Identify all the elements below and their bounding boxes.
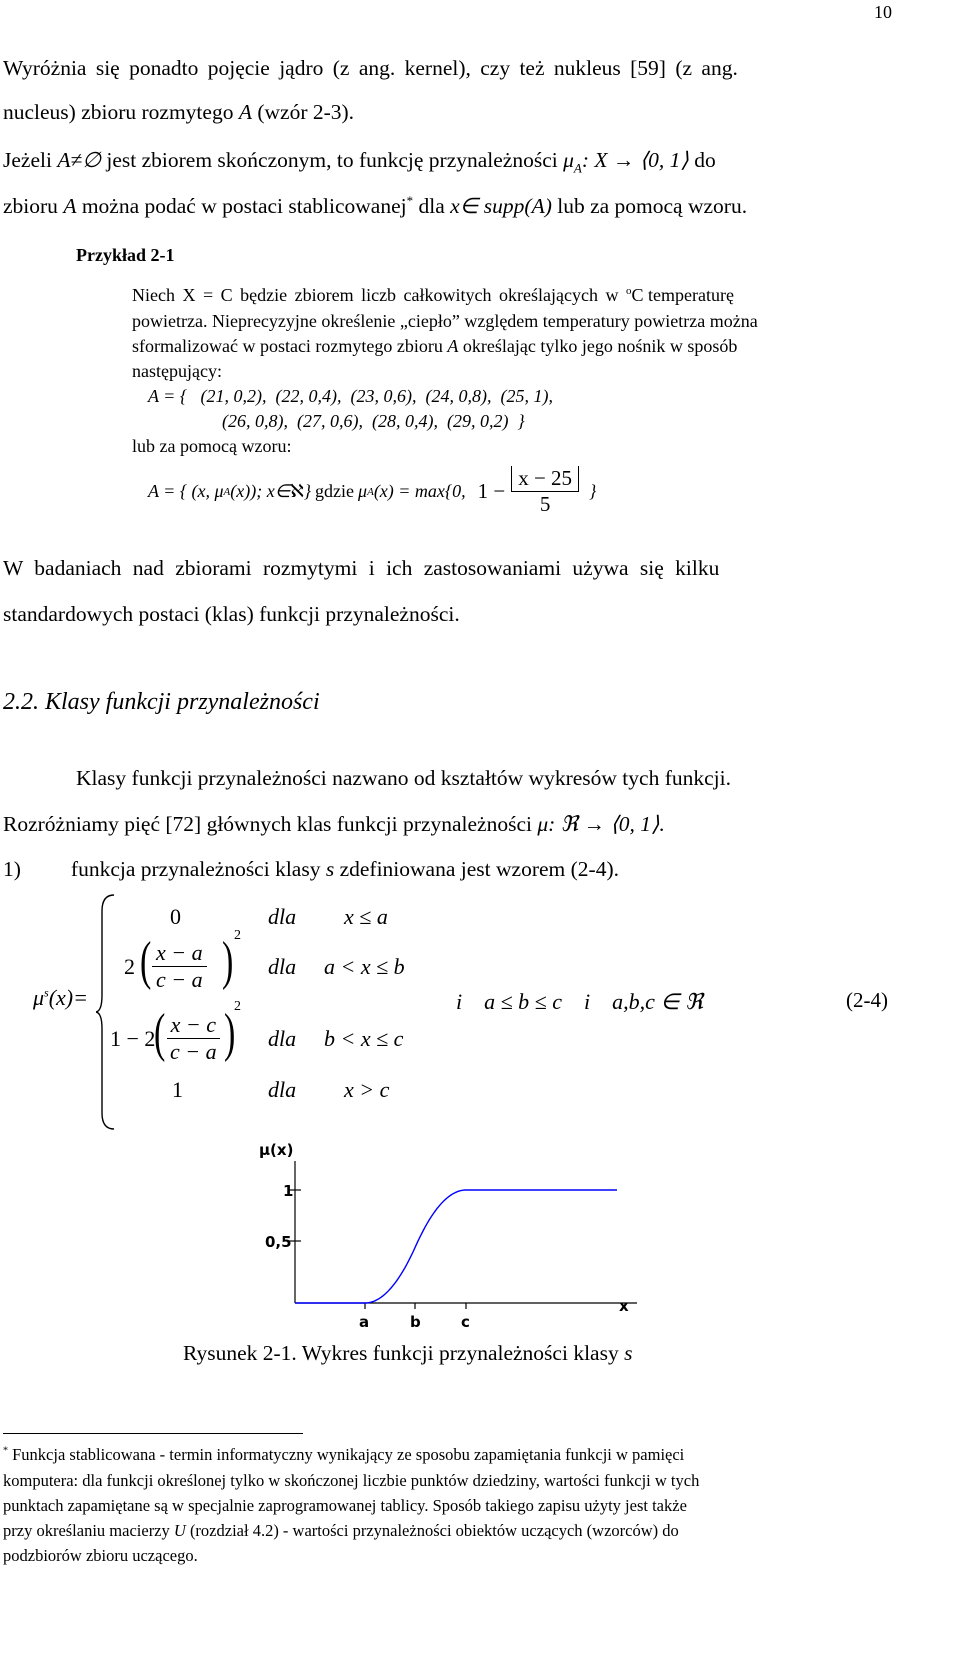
formula-part-e: } bbox=[303, 481, 312, 501]
case3-exponent: 2 bbox=[234, 999, 241, 1014]
example-heading: Przykład 2-1 bbox=[76, 245, 175, 265]
case2-numerator: x − a bbox=[152, 940, 207, 967]
footnote-line-2: komputera: dla funkcji określonej tylko w skończonej liczbie punktów dziedziny, wartości funkcji w tych bbox=[3, 1471, 700, 1490]
case1-value: 0 bbox=[170, 904, 181, 929]
footnote-text-4a: przy określaniu macierzy bbox=[3, 1521, 174, 1540]
mapping: : X → ⟨0, 1⟩ bbox=[581, 148, 689, 172]
formula-gdzie: gdzie bbox=[315, 481, 355, 501]
example-text-1a: Niech X = C będzie zbiorem liczb całkowitych określających w bbox=[132, 285, 626, 305]
case2-denominator: c − a bbox=[156, 967, 203, 992]
mu-mapping: μ: ℜ → ⟨0, 1⟩. bbox=[537, 812, 665, 836]
case3-numerator: x − c bbox=[167, 1012, 220, 1039]
intro-line-1 bbox=[3, 56, 896, 81]
set-a-symbol-2: A bbox=[63, 194, 77, 219]
footnote-line-3: punktach zapamiętane są w specjalnie zaprogramowanej tablicy. Sposób takiego zapisu użyty jest także bbox=[3, 1496, 687, 1515]
case2-rparen: ) bbox=[222, 932, 234, 992]
intro-line-4 bbox=[3, 193, 747, 219]
formula-sub-a: A bbox=[223, 485, 231, 498]
footnote-ref[interactable]: * bbox=[406, 193, 414, 208]
y-axis-label: µ(x) bbox=[259, 1141, 294, 1159]
example-formula bbox=[148, 466, 596, 517]
section-text-2a: Rozróżniamy pięć [72] głównych klas funkcji przynależności bbox=[3, 812, 538, 836]
intro-text-2a: nucleus) zbioru rozmytego bbox=[3, 100, 239, 124]
case3-lparen: ( bbox=[154, 1004, 166, 1064]
intro-text-1: Wyróżnia się ponadto pojęcie jądro (z ang. kernel), czy też nukleus [59] (z ang. bbox=[3, 56, 738, 80]
intro-text-2c: (wzór 2-3). bbox=[251, 100, 355, 124]
case1-dla: dla bbox=[268, 904, 297, 929]
example-text-3c: określając tylko jego nośnik w sposób bbox=[458, 336, 738, 356]
caption-class: s bbox=[624, 1341, 633, 1365]
footnote-line-5: podzbiorów zbioru uczącego. bbox=[3, 1546, 198, 1565]
section-line-2 bbox=[3, 812, 665, 837]
supp-expr: x∈ supp(A) bbox=[450, 194, 552, 219]
intro-text-3c: jest zbiorem skończonym, to funkcję przynależności bbox=[101, 148, 564, 172]
formula-max: (x) = max{0, bbox=[373, 481, 466, 501]
example-line-4: następujący: bbox=[132, 361, 222, 381]
list-number: 1) bbox=[3, 857, 21, 881]
matrix-u: U bbox=[173, 1521, 186, 1540]
formula-close: } bbox=[589, 481, 597, 501]
formula-part-c: (x)); x∈ bbox=[230, 481, 291, 501]
set-definition-1: A = { (21, 0,2), (22, 0,4), (23, 0,6), (24, 0,8), (25, 1), bbox=[148, 386, 553, 406]
fraction-denominator: 5 bbox=[539, 492, 551, 516]
case1-condition: x ≤ a bbox=[344, 904, 388, 929]
case3-dla: dla bbox=[268, 1026, 297, 1051]
case2-condition: a < x ≤ b bbox=[324, 954, 405, 979]
section-title: 2.2. Klasy funkcji przynależności bbox=[3, 689, 320, 715]
case3-fraction bbox=[166, 1012, 221, 1065]
footnote-line-4 bbox=[3, 1521, 679, 1541]
intro-text-3g: do bbox=[688, 148, 716, 172]
set-definition-2: (26, 0,8), (27, 0,6), (28, 0,4), (29, 0,2) } bbox=[222, 411, 525, 431]
formula-part-a: A = { (x, μ bbox=[148, 481, 224, 501]
case2-fraction bbox=[152, 940, 207, 993]
page-number: 10 bbox=[874, 2, 892, 22]
formula-lhs bbox=[33, 985, 88, 1011]
intro-text-3a: Jeżeli bbox=[3, 148, 58, 172]
section-text-3b: funkcja przynależności klasy bbox=[70, 857, 326, 881]
footnote-text-4c: (rozdział 4.2) - wartości przynależności obiektów uczących (wzorców) do bbox=[185, 1521, 679, 1540]
case2-dla: dla bbox=[268, 954, 297, 979]
intro-line-2 bbox=[3, 100, 354, 125]
footnote-mark: * bbox=[3, 1445, 8, 1457]
case3-denominator: c − a bbox=[170, 1039, 217, 1064]
x-tick-c: c bbox=[461, 1313, 470, 1331]
case4-value: 1 bbox=[172, 1077, 183, 1102]
x-axis-label: x bbox=[619, 1297, 629, 1315]
case2-coef: 2 bbox=[124, 954, 135, 979]
mu-subscript: A bbox=[573, 160, 582, 176]
section-text-3d: zdefiniowana jest wzorem (2-4). bbox=[334, 857, 619, 881]
example-line-3 bbox=[132, 336, 737, 357]
lhs-superscript: s bbox=[44, 985, 49, 1000]
formula-fraction bbox=[511, 466, 579, 517]
section-line-1: Klasy funkcji przynależności nazwano od kształtów wykresów tych funkcji. bbox=[76, 766, 731, 790]
example-line-1 bbox=[132, 285, 896, 306]
class-s: s bbox=[325, 857, 335, 881]
example-text-1c: C temperaturę bbox=[631, 285, 734, 305]
s-function-curve bbox=[295, 1190, 617, 1303]
intro-text-4e: dla bbox=[413, 194, 451, 219]
intro-text-4c: można podać w postaci stablicowanej bbox=[76, 194, 407, 219]
y-tick-1: 1 bbox=[283, 1182, 294, 1200]
piecewise-brace bbox=[96, 893, 118, 1131]
set-a-symbol: A bbox=[238, 100, 252, 124]
case3-condition: b < x ≤ c bbox=[324, 1026, 404, 1051]
footnote-text-1: Funkcja stablicowana - termin informatyczny wynikający ze sposobu zapamiętania funkcji w pamięci bbox=[8, 1445, 685, 1464]
aleph-symbol: ℵ bbox=[290, 481, 304, 501]
example-line-5: lub za pomocą wzoru: bbox=[132, 436, 292, 456]
degree-mark: o bbox=[625, 285, 632, 297]
fraction-numerator: x − 25 bbox=[511, 466, 579, 492]
example-text-3a: sformalizować w postaci rozmytego zbioru bbox=[132, 336, 448, 356]
formula-domain: i a ≤ b ≤ c i a,b,c ∈ ℜ bbox=[456, 989, 703, 1014]
intro-line-3 bbox=[3, 148, 896, 176]
body-line-1: W badaniach nad zbiorami rozmytymi i ich zastosowaniami używa się kilku bbox=[3, 556, 720, 580]
formula-mu-sub: A bbox=[367, 485, 374, 498]
case4-condition: x > c bbox=[344, 1077, 390, 1102]
lhs-mu: μ bbox=[33, 985, 45, 1010]
membership-plot bbox=[255, 1133, 645, 1333]
formula-one-minus: 1 − bbox=[477, 479, 506, 503]
body-line-2: standardowych postaci (klas) funkcji przynależności. bbox=[3, 602, 460, 626]
a-not-empty: A≠∅ bbox=[57, 148, 101, 172]
intro-text-4a: zbioru bbox=[3, 194, 64, 219]
caption-text: Rysunek 2-1. Wykres funkcji przynależności klasy bbox=[183, 1341, 625, 1365]
case3-coef: 1 − 2 bbox=[110, 1026, 156, 1051]
case2-exponent: 2 bbox=[234, 928, 241, 943]
intro-text-4g: lub za pomocą wzoru. bbox=[551, 194, 748, 219]
case4-dla: dla bbox=[268, 1077, 297, 1102]
figure-caption bbox=[183, 1341, 632, 1366]
mu-symbol: μ bbox=[563, 148, 574, 172]
case3-rparen: ) bbox=[224, 1004, 236, 1064]
example-line-2: powietrza. Nieprecyzyjne określenie „ciepło” względem temperatury powietrza można bbox=[132, 311, 758, 331]
x-tick-b: b bbox=[410, 1313, 421, 1331]
equation-number: (2-4) bbox=[846, 988, 888, 1012]
lhs-x: (x)= bbox=[48, 985, 88, 1010]
formula-mu: μ bbox=[358, 481, 368, 501]
section-line-3 bbox=[3, 857, 619, 882]
x-tick-a: a bbox=[359, 1313, 370, 1331]
footnote-separator bbox=[3, 1433, 303, 1434]
set-a-symbol-3: A bbox=[447, 336, 459, 356]
case2-lparen: ( bbox=[140, 932, 152, 992]
footnote-line-1 bbox=[3, 1445, 896, 1465]
y-tick-05: 0,5 bbox=[265, 1233, 292, 1251]
